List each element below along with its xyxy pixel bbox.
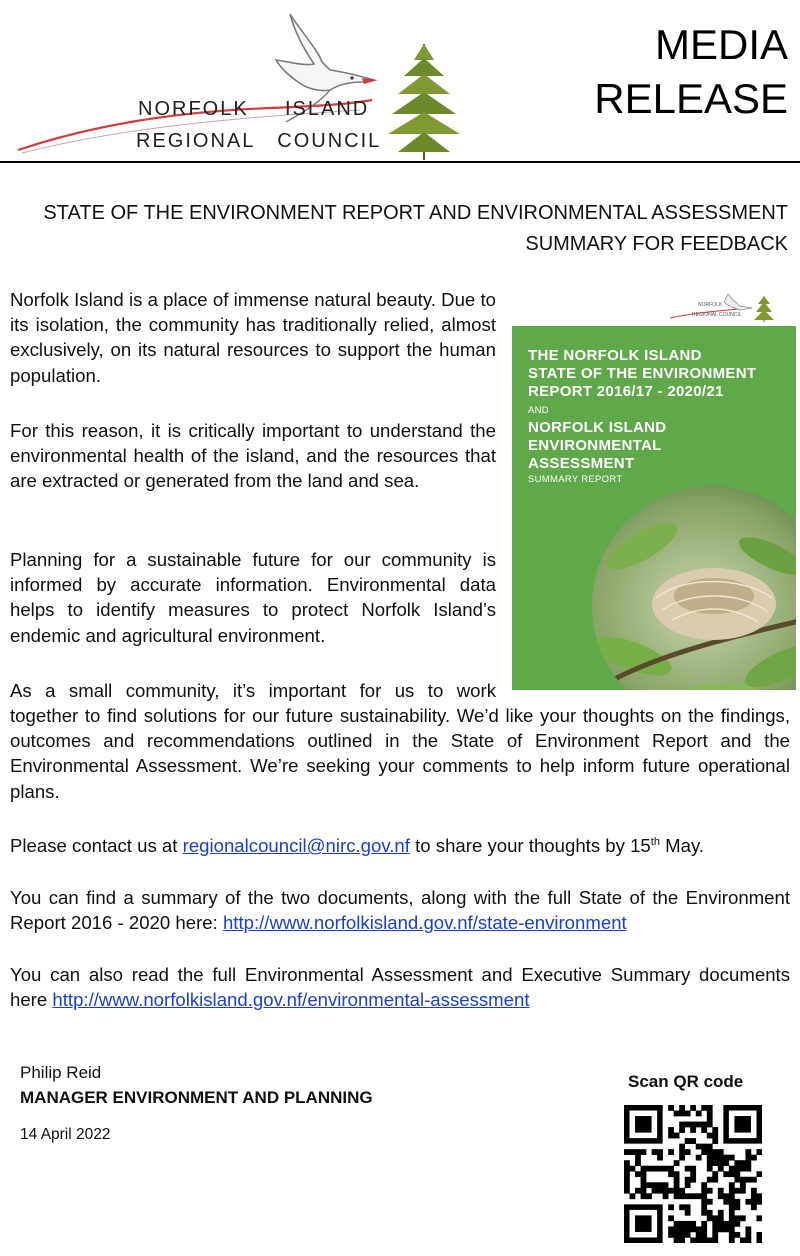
paragraph-planning: Planning for a sustainable future for our community is informed by accurate information. Environmental data helps to identify measures to protect Norfolk Island’s endemic and agricultural environment. (10, 549, 496, 646)
signatory-name: Philip Reid (20, 1063, 102, 1082)
summary-text: You can find a summary of the two documents, along with the full State of the Environment Report 2016 - 2020 here: (10, 887, 790, 934)
release-headline (8, 198, 788, 260)
signatory-role: MANAGER ENVIRONMENT AND PLANNING (20, 1088, 373, 1107)
headline-line2: SUMMARY FOR FEEDBACK (525, 233, 788, 255)
headline-line1: STATE OF THE ENVIRONMENT REPORT AND ENVIRONMENTAL ASSESSMENT (43, 202, 788, 224)
logo-word-regional-council: REGIONAL COUNCIL (136, 130, 382, 152)
paragraph-assessment-link (10, 962, 790, 1012)
date-superscript: th (650, 835, 660, 848)
qr-code-icon (624, 1105, 762, 1243)
cover-title-line5: ENVIRONMENTAL (528, 437, 662, 454)
mini-logo-word1: NORFOLK (698, 302, 723, 308)
cover-title-line6: ASSESSMENT (528, 455, 635, 472)
media-title-line1: MEDIA (654, 21, 788, 68)
state-environment-link[interactable]: http://www.norfolkisland.gov.nf/state-environment (222, 912, 627, 934)
council-logo (0, 0, 480, 165)
cover-title-line1: THE NORFOLK ISLAND (528, 347, 702, 364)
norfolk-pine-icon (388, 44, 460, 160)
mini-logo-word2: REGIONAL COUNCIL (692, 312, 742, 318)
cover-title-line4: NORFOLK ISLAND (528, 419, 667, 436)
bird-nest-photo (572, 486, 796, 690)
paragraph-contact (10, 833, 790, 858)
media-release-title (594, 18, 788, 126)
release-date: 14 April 2022 (20, 1126, 111, 1143)
email-link[interactable]: regionalcouncil@nirc.gov.nf (182, 835, 410, 856)
environmental-assessment-link[interactable]: http://www.norfolkisland.gov.nf/environmental-assessment (52, 989, 530, 1011)
logo-word-norfolk: NORFOLK (138, 98, 249, 120)
paragraph-community-first-line: As a small community, it’s important for us to work (10, 680, 496, 701)
logo-word-island: ISLAND (285, 98, 370, 120)
media-title-line2: RELEASE (594, 75, 788, 122)
cover-mini-logo (668, 288, 778, 324)
qr-code[interactable] (624, 1105, 762, 1243)
paragraph-intro: Norfolk Island is a place of immense natural beauty. Due to its isolation, the community has traditionally relied, almost exclusively, on its natural resources to support the human population. (10, 289, 496, 386)
cover-title-line3: REPORT 2016/17 - 2020/21 (528, 383, 724, 400)
header-divider (0, 161, 800, 163)
paragraph-importance: For this reason, it is critically important to understand the environmental health of the island, and the resources that are extracted or generated from the land and sea. (10, 420, 496, 492)
report-cover-image (512, 326, 796, 690)
paragraph-summary-link (10, 885, 790, 935)
contact-text-mid: to share your thoughts by 15 (409, 835, 651, 856)
contact-text-post: May. (659, 835, 705, 856)
paragraph-community: together to find solutions for our future sustainability. We’d like your thoughts on the findings, outcomes and recommendations outlined in the State of Environment Report and the Environmental Assessment. We’re seeking your comments to help inform future operational plans. (10, 705, 790, 802)
assessment-text: You can also read the full Environmental Assessment and Executive Summary documents here (10, 964, 790, 1011)
contact-text-pre: Please contact us at (10, 835, 183, 856)
cover-title-line2: STATE OF THE ENVIRONMENT (528, 365, 757, 382)
qr-label: Scan QR code (628, 1072, 744, 1091)
cover-and: AND (528, 405, 549, 416)
cover-subtitle: SUMMARY REPORT (528, 474, 623, 485)
